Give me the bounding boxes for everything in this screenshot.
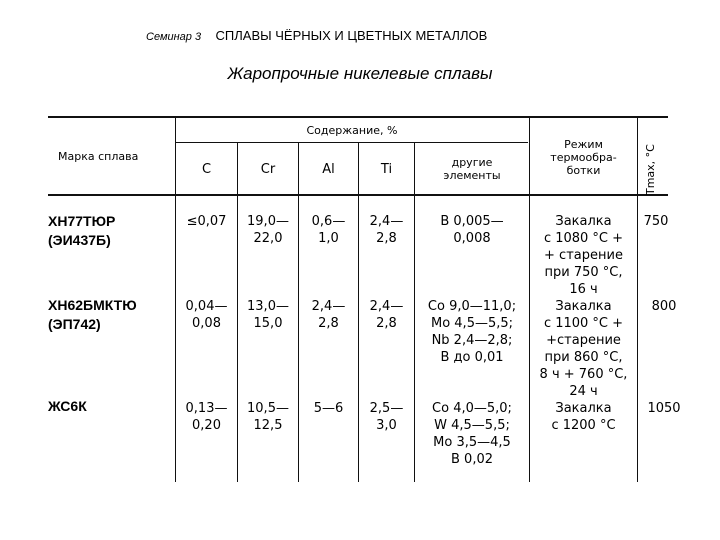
value-line: 5—6 — [313, 401, 344, 416]
value-line: 2,4— — [369, 299, 404, 314]
header-other-line: элементы — [443, 169, 501, 182]
topic-title: СПЛАВЫ ЧЁРНЫХ И ЦВЕТНЫХ МЕТАЛЛОВ — [215, 28, 488, 43]
value-line: Закалка — [555, 299, 612, 314]
grade-line: ЖС6К — [48, 398, 87, 414]
row-2-c — [176, 298, 237, 332]
value-line: Co 4,0—5,0; — [432, 401, 512, 416]
header-other — [415, 156, 529, 182]
row-1-cr — [238, 213, 298, 247]
value-line: 19,0— — [247, 214, 289, 229]
row-3-cr — [238, 400, 298, 434]
value-line: 8 ч + 760 °С, — [539, 367, 628, 382]
grade-line: ХН62БМКТЮ — [48, 297, 137, 313]
value-line: при 750 °С, — [544, 265, 623, 280]
seminar-label: Семинар 3 — [146, 31, 202, 43]
value-line: 15,0 — [253, 316, 283, 331]
value-line: 3,0 — [376, 418, 397, 433]
value-line: Закалка — [555, 401, 612, 416]
row-3-grade — [48, 397, 87, 416]
value-line: 0,6— — [311, 214, 346, 229]
value-line: Mo 4,5—5,5; — [430, 316, 514, 331]
value-line: 2,8 — [318, 316, 339, 331]
value-line: 16 ч — [569, 282, 598, 297]
row-3-c — [176, 400, 237, 434]
value-line: 0,008 — [453, 231, 491, 246]
grade-line: (ЭИ437Б) — [48, 232, 111, 248]
value-line: при 860 °С, — [544, 350, 623, 365]
header-mode-line: ботки — [566, 164, 601, 177]
table-top-rule — [48, 116, 668, 118]
row-2-tmax: 800 — [651, 299, 677, 314]
value-line: В 0,005— — [440, 214, 504, 229]
row-3-al — [299, 400, 358, 417]
row-3-mode — [530, 400, 637, 434]
header-other-line: другие — [451, 156, 493, 169]
row-1-tmax: 750 — [643, 214, 669, 229]
row-1-grade — [48, 212, 115, 250]
value-line: 0,13— — [185, 401, 228, 416]
header-c: C — [201, 162, 212, 177]
value-line: 0,04— — [185, 299, 228, 314]
value-line: 2,5— — [369, 401, 404, 416]
value-line: В до 0,01 — [440, 350, 504, 365]
grade-line: (ЭП742) — [48, 316, 101, 332]
value-line: 2,4— — [311, 299, 346, 314]
header-cr: Cr — [260, 162, 276, 177]
row-3-other — [415, 400, 529, 468]
value-line: 13,0— — [247, 299, 289, 314]
row-2-ti — [359, 298, 414, 332]
row-2-other — [415, 298, 529, 366]
row-1-mode — [530, 213, 637, 298]
value-line: 2,8 — [376, 316, 397, 331]
row-2-grade — [48, 296, 137, 334]
value-line: ≤0,07 — [186, 214, 227, 229]
slide-subtitle: Жаропрочные никелевые сплавы — [227, 64, 493, 83]
header-ti: Ti — [380, 162, 393, 177]
value-line: 2,4— — [369, 214, 404, 229]
value-line: 0,20 — [192, 418, 221, 433]
value-line: 1,0 — [318, 231, 339, 246]
row-1-c — [176, 213, 237, 230]
header-mode-line: Режим — [564, 138, 603, 151]
row-3-tmax: 1050 — [647, 401, 681, 416]
value-line: 12,5 — [253, 418, 283, 433]
row-2-cr — [238, 298, 298, 332]
content-header-rule — [176, 142, 528, 143]
row-2-mode — [530, 298, 637, 400]
grade-line: ХН77ТЮР — [48, 213, 116, 229]
value-line: Закалка — [555, 214, 612, 229]
value-line: +старение — [546, 333, 621, 348]
row-2-al — [299, 298, 358, 332]
value-line: 10,5— — [247, 401, 289, 416]
header-tmax: Tmax, °C — [644, 144, 657, 195]
value-line: Co 9,0—11,0; — [427, 299, 517, 314]
value-line: с 1080 °С + — [543, 231, 624, 246]
value-line: В 0,02 — [451, 452, 493, 467]
row-1-other — [415, 213, 529, 247]
header-al: Al — [322, 162, 335, 177]
value-line: 0,08 — [192, 316, 221, 331]
value-line: 24 ч — [569, 384, 598, 399]
header-grade: Марка сплава — [58, 150, 139, 163]
slide-header — [146, 27, 487, 45]
value-line: + старение — [544, 248, 623, 263]
value-line: с 1100 °С + — [543, 316, 624, 331]
header-mode — [530, 138, 637, 177]
header-content: Содержание, % — [306, 124, 398, 137]
row-3-ti — [359, 400, 414, 434]
value-line: 22,0 — [253, 231, 283, 246]
header-mode-line: термообра- — [550, 151, 617, 164]
value-line: с 1200 °С — [551, 418, 616, 433]
value-line: Nb 2,4—2,8; — [431, 333, 513, 348]
value-line: Mo 3,5—4,5 — [433, 435, 511, 450]
row-1-al — [299, 213, 358, 247]
row-1-ti — [359, 213, 414, 247]
value-line: W 4,5—5,5; — [434, 418, 510, 433]
value-line: 2,8 — [376, 231, 397, 246]
